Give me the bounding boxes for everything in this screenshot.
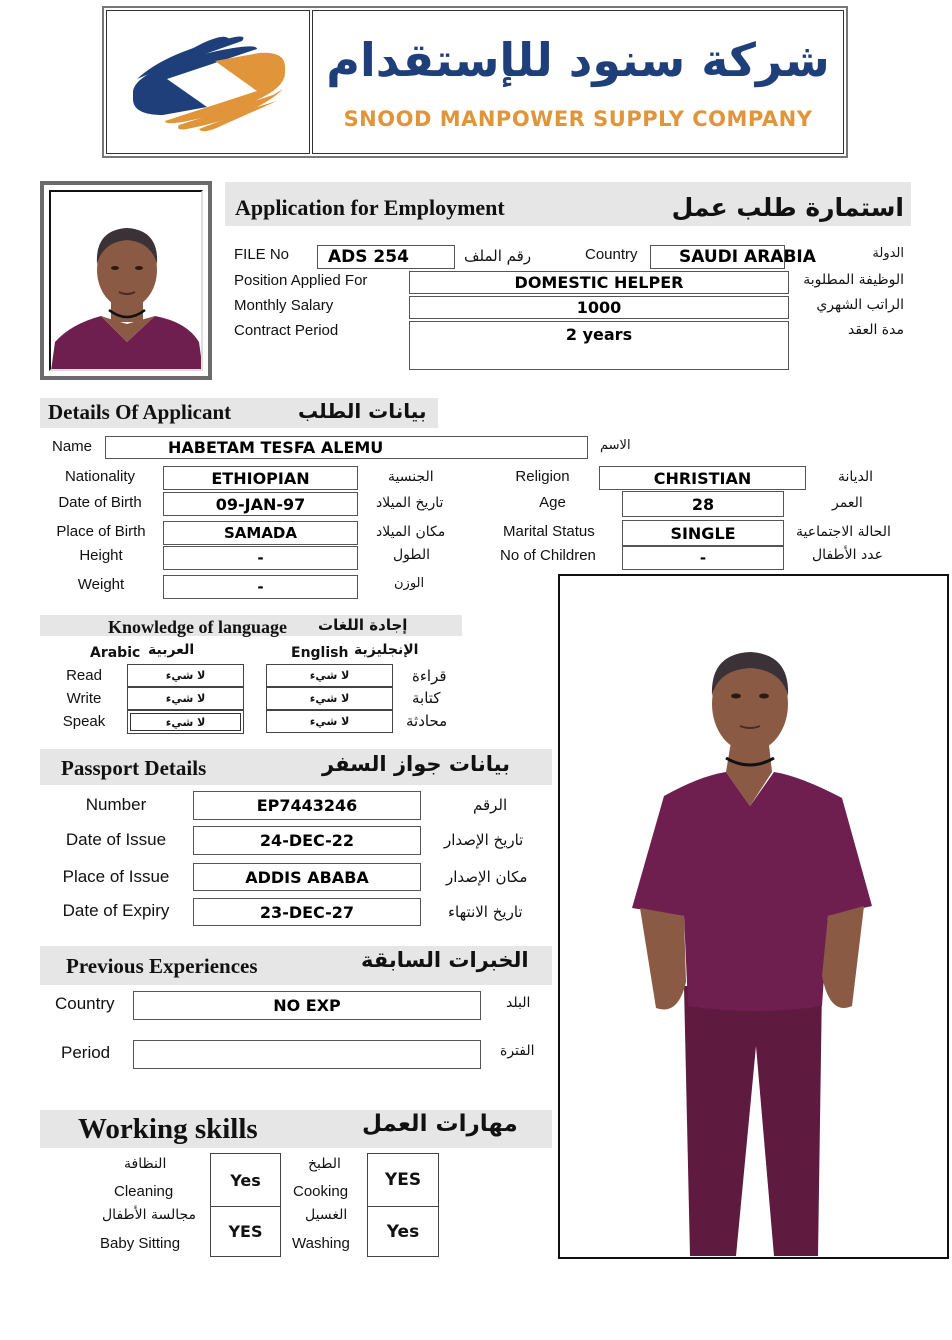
salary-field: 1000 (409, 296, 789, 319)
speak-label: Speak (62, 713, 106, 730)
applicant-portrait-image (51, 192, 203, 371)
age-label: Age (539, 494, 566, 511)
applicant-full-body-image (560, 576, 946, 1256)
cleaning-label-arabic: النظافة (124, 1156, 167, 1172)
arabic-column-header-arabic: العربية (148, 642, 195, 658)
issue-place-label-arabic: مكان الإصدار (446, 868, 528, 886)
contract-label: Contract Period (234, 322, 339, 339)
cleaning-field: Yes (210, 1153, 281, 1207)
height-field: - (163, 546, 358, 570)
position-label-arabic: الوظيفة المطلوبة (803, 272, 904, 288)
pob-label: Place of Birth (56, 523, 146, 540)
nationality-field: ETHIOPIAN (163, 466, 358, 490)
write-label-arabic: كتابة (412, 689, 441, 707)
washing-label: Washing (292, 1235, 350, 1252)
height-label-arabic: الطول (393, 547, 431, 563)
baby-sitting-label-arabic: مجالسة الأطفال (102, 1207, 197, 1223)
name-field: HABETAM TESFA ALEMU (105, 436, 588, 459)
english-write-field: لا شيء (266, 687, 393, 710)
file-no-label-arabic: رقم الملف (464, 247, 532, 265)
dob-field: 09-JAN-97 (163, 492, 358, 516)
english-speak-field: لا شيء (266, 710, 393, 733)
weight-label: Weight (77, 576, 125, 593)
issue-date-label-arabic: تاريخ الإصدار (444, 831, 524, 849)
write-label: Write (66, 690, 102, 707)
arabic-write-field: لا شيء (127, 687, 244, 710)
passport-number-field: EP7443246 (193, 791, 421, 820)
cooking-label-arabic: الطبخ (308, 1156, 341, 1172)
cooking-label: Cooking (293, 1183, 349, 1200)
experience-country-field: NO EXP (133, 991, 481, 1020)
arabic-column-header-english: Arabic (90, 645, 141, 661)
arabic-read-field: لا شيء (127, 664, 244, 687)
dob-label-arabic: تاريخ الميلاد (376, 495, 444, 511)
application-title-english: Application for Employment (235, 195, 505, 220)
position-field: DOMESTIC HELPER (409, 271, 789, 294)
arabic-speak-field: لا شيء (127, 710, 244, 734)
name-label-arabic: الاسم (600, 438, 631, 453)
religion-field: CHRISTIAN (599, 466, 806, 490)
passport-title-english: Passport Details (61, 756, 207, 780)
application-title-arabic: استمارة طلب عمل (671, 193, 904, 222)
applicant-title-english: Details Of Applicant (48, 400, 232, 424)
applicant-title-arabic: بيانات الطلب (298, 399, 427, 423)
nationality-label: Nationality (64, 468, 136, 485)
contract-label-arabic: مدة العقد (848, 322, 904, 338)
expiry-date-label-arabic: تاريخ الانتهاء (448, 903, 523, 921)
experience-period-field (133, 1040, 481, 1069)
children-label-arabic: عدد الأطفال (812, 547, 883, 563)
pob-label-arabic: مكان الميلاد (376, 524, 446, 540)
religion-label: Religion (515, 468, 570, 485)
weight-field: - (163, 575, 358, 599)
expiry-date-field: 23-DEC-27 (193, 898, 421, 926)
marital-status-label-arabic: الحالة الاجتماعية (796, 524, 891, 540)
nationality-label-arabic: الجنسية (388, 469, 434, 485)
baby-sitting-label: Baby Sitting (100, 1235, 181, 1252)
expiry-date-label: Date of Expiry (62, 901, 170, 920)
experience-country-label-arabic: البلد (506, 995, 531, 1011)
issue-place-field: ADDIS ABABA (193, 863, 421, 891)
name-label: Name (52, 438, 93, 455)
issue-date-label: Date of Issue (65, 830, 167, 849)
english-read-field: لا شيء (266, 664, 393, 687)
cleaning-label: Cleaning (114, 1183, 174, 1200)
children-label: No of Children (500, 547, 596, 564)
country-label-arabic: الدولة (872, 246, 904, 261)
country-field: SAUDI ARABIA (650, 245, 785, 269)
skills-title-arabic: مهارات العمل (362, 1111, 518, 1137)
company-logo-icon (107, 11, 311, 155)
applicant-full-body-photo (558, 574, 949, 1259)
applicant-passport-photo (40, 181, 212, 380)
marital-status-field: SINGLE (622, 520, 784, 546)
baby-sitting-field: YES (210, 1206, 281, 1257)
company-name-arabic: شركة سنود للإستقدام (326, 33, 830, 87)
position-label: Position Applied For (234, 272, 368, 289)
english-column-header-arabic: الإنجليزية (354, 642, 419, 658)
salary-label-arabic: الراتب الشهري (816, 297, 904, 313)
language-title-english: Knowledge of language (108, 617, 288, 637)
speak-label-arabic: محادثة (406, 712, 448, 730)
marital-status-label: Marital Status (503, 523, 595, 540)
pob-field: SAMADA (163, 521, 358, 545)
skills-title-english: Working skills (78, 1113, 258, 1145)
cooking-field: YES (367, 1153, 439, 1207)
passport-number-label: Number (85, 795, 147, 814)
experience-period-label: Period (61, 1043, 111, 1062)
experience-period-label-arabic: الفترة (500, 1043, 535, 1059)
age-label-arabic: العمر (832, 495, 863, 511)
country-label: Country (585, 246, 638, 263)
logo-cell (106, 10, 310, 154)
file-no-label: FILE No (234, 246, 290, 263)
experience-title-arabic: الخبرات السابقة (361, 948, 529, 972)
read-label-arabic: قراءة (412, 667, 447, 685)
company-header (102, 6, 848, 158)
experience-country-label: Country (55, 994, 115, 1013)
religion-label-arabic: الديانة (838, 469, 874, 485)
salary-label: Monthly Salary (234, 297, 334, 314)
language-title-arabic: إجادة اللغات (318, 616, 408, 634)
company-name-english: SNOOD MANPOWER SUPPLY COMPANY (343, 107, 813, 131)
dob-label: Date of Birth (58, 494, 142, 511)
company-name-cell (312, 10, 844, 154)
height-label: Height (79, 547, 123, 564)
experience-title-english: Previous Experiences (66, 954, 258, 978)
weight-label-arabic: الوزن (394, 576, 425, 591)
passport-title-arabic: بيانات جواز السفر (322, 752, 511, 776)
issue-place-label: Place of Issue (62, 867, 170, 886)
washing-label-arabic: الغسيل (305, 1207, 348, 1223)
file-no-field: ADS 254 (317, 245, 455, 269)
washing-field: Yes (367, 1206, 439, 1257)
english-column-header-english: English (291, 645, 349, 661)
children-field: - (622, 546, 784, 570)
contract-field: 2 years (409, 321, 789, 370)
passport-number-label-arabic: الرقم (473, 796, 508, 814)
age-field: 28 (622, 491, 784, 517)
read-label: Read (66, 667, 102, 684)
issue-date-field: 24-DEC-22 (193, 826, 421, 855)
